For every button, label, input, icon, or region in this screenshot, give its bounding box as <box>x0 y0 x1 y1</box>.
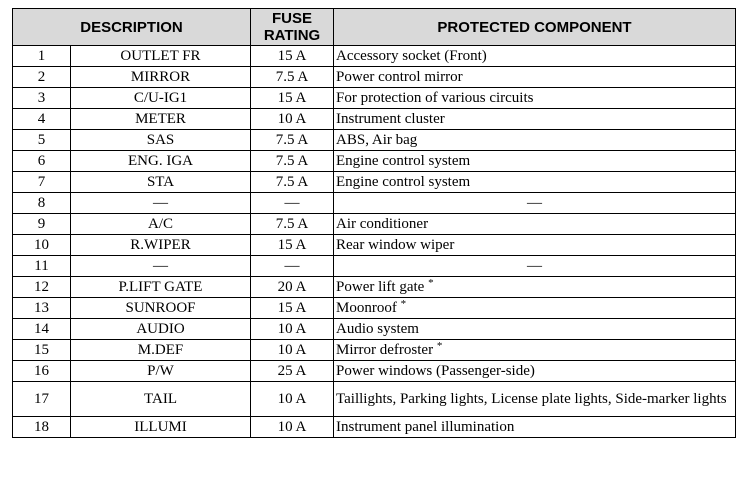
protected-component <box>334 319 736 340</box>
table-row <box>13 172 736 193</box>
fuse-number: 10 <box>13 235 71 256</box>
fuse-rating: 10 A <box>251 417 334 438</box>
protected-component <box>334 67 736 88</box>
fuse-description: C/U-IG1 <box>71 88 251 109</box>
fuse-number: 6 <box>13 151 71 172</box>
fuse-rating: 10 A <box>251 340 334 361</box>
table-row <box>13 214 736 235</box>
protected-component-text: — <box>527 257 543 274</box>
fuse-number: 12 <box>13 277 71 298</box>
protected-component-text: Power control mirror <box>336 68 463 85</box>
fuse-rating: 7.5 A <box>251 151 334 172</box>
protected-component-text: — <box>527 194 543 211</box>
fuse-rating: 15 A <box>251 235 334 256</box>
protected-component-text: Moonroof <box>336 299 397 316</box>
protected-component-text: Taillights, Parking lights, License plate lights, Side-marker lights <box>336 390 727 407</box>
fuse-rating: 7.5 A <box>251 130 334 151</box>
fuse-rating: 10 A <box>251 109 334 130</box>
table-row <box>13 235 736 256</box>
protected-component <box>334 88 736 109</box>
protected-component <box>334 130 736 151</box>
fuse-table <box>12 8 736 438</box>
fuse-rating: 10 A <box>251 382 334 417</box>
table-row <box>13 382 736 417</box>
fuse-description: AUDIO <box>71 319 251 340</box>
table-row <box>13 319 736 340</box>
protected-component <box>334 340 736 361</box>
protected-component-text: Mirror defroster <box>336 341 434 358</box>
protected-component-text: For protection of various circuits <box>336 89 534 106</box>
protected-component <box>334 235 736 256</box>
table-row <box>13 151 736 172</box>
footnote-marker: * <box>428 276 434 289</box>
fuse-description: — <box>71 193 251 214</box>
fuse-description: OUTLET FR <box>71 46 251 67</box>
table-row <box>13 277 736 298</box>
fuse-description: MIRROR <box>71 67 251 88</box>
fuse-description: P.LIFT GATE <box>71 277 251 298</box>
fuse-description: SUNROOF <box>71 298 251 319</box>
fuse-number: 8 <box>13 193 71 214</box>
fuse-description: SAS <box>71 130 251 151</box>
header-fuse-rating: FUSE RATING <box>251 9 334 46</box>
table-row <box>13 193 736 214</box>
table-row <box>13 46 736 67</box>
table-row <box>13 256 736 277</box>
fuse-description: ILLUMI <box>71 417 251 438</box>
fuse-number: 17 <box>13 382 71 417</box>
fuse-description: M.DEF <box>71 340 251 361</box>
fuse-rating: 10 A <box>251 319 334 340</box>
fuse-description: — <box>71 256 251 277</box>
protected-component <box>334 214 736 235</box>
protected-component-text: Power windows (Passenger-side) <box>336 362 535 379</box>
protected-component-text: ABS, Air bag <box>336 131 418 148</box>
protected-component <box>334 109 736 130</box>
protected-component <box>334 298 736 319</box>
fuse-number: 15 <box>13 340 71 361</box>
protected-component <box>334 361 736 382</box>
header-protected-component: PROTECTED COMPONENT <box>334 9 736 46</box>
fuse-rating: 20 A <box>251 277 334 298</box>
fuse-number: 13 <box>13 298 71 319</box>
footnote-marker: * <box>436 339 443 352</box>
fuse-number: 11 <box>13 256 71 277</box>
footnote-marker: * <box>400 297 407 310</box>
table-row <box>13 340 736 361</box>
protected-component-text: Audio system <box>336 320 419 337</box>
fuse-number: 18 <box>13 417 71 438</box>
fuse-description: TAIL <box>71 382 251 417</box>
table-row <box>13 361 736 382</box>
fuse-rating: — <box>251 256 334 277</box>
fuse-rating: 15 A <box>251 46 334 67</box>
protected-component-text: Instrument cluster <box>336 110 445 127</box>
fuse-description: STA <box>71 172 251 193</box>
table-row <box>13 109 736 130</box>
fuse-rating: 15 A <box>251 88 334 109</box>
fuse-rating: 15 A <box>251 298 334 319</box>
protected-component-text: Air conditioner <box>336 215 429 232</box>
protected-component-text: Instrument panel illumination <box>336 418 515 435</box>
fuse-rating: 7.5 A <box>251 67 334 88</box>
fuse-rating: 7.5 A <box>251 214 334 235</box>
protected-component-text: Rear window wiper <box>336 236 455 253</box>
protected-component <box>334 151 736 172</box>
fuse-description: R.WIPER <box>71 235 251 256</box>
fuse-description: P/W <box>71 361 251 382</box>
fuse-description: METER <box>71 109 251 130</box>
protected-component-text: Accessory socket (Front) <box>336 47 487 64</box>
protected-component-text: Engine control system <box>336 173 471 190</box>
protected-component <box>334 193 736 214</box>
header-row <box>13 9 736 46</box>
protected-component <box>334 172 736 193</box>
table-row <box>13 67 736 88</box>
table-row <box>13 88 736 109</box>
table-row <box>13 417 736 438</box>
table-row <box>13 298 736 319</box>
fuse-number: 7 <box>13 172 71 193</box>
fuse-number: 4 <box>13 109 71 130</box>
fuse-number: 3 <box>13 88 71 109</box>
protected-component <box>334 417 736 438</box>
table-row <box>13 130 736 151</box>
protected-component <box>334 256 736 277</box>
fuse-rating: — <box>251 193 334 214</box>
header-description: DESCRIPTION <box>13 9 251 46</box>
fuse-rating: 7.5 A <box>251 172 334 193</box>
fuse-number: 1 <box>13 46 71 67</box>
fuse-number: 14 <box>13 319 71 340</box>
protected-component <box>334 382 736 417</box>
fuse-description: ENG. IGA <box>71 151 251 172</box>
protected-component <box>334 46 736 67</box>
fuse-number: 16 <box>13 361 71 382</box>
fuse-rating: 25 A <box>251 361 334 382</box>
protected-component-text: Power lift gate <box>336 278 425 295</box>
fuse-number: 9 <box>13 214 71 235</box>
fuse-table-body <box>13 46 736 438</box>
protected-component-text: Engine control system <box>336 152 471 169</box>
fuse-number: 2 <box>13 67 71 88</box>
fuse-number: 5 <box>13 130 71 151</box>
fuse-description: A/C <box>71 214 251 235</box>
protected-component <box>334 277 736 298</box>
